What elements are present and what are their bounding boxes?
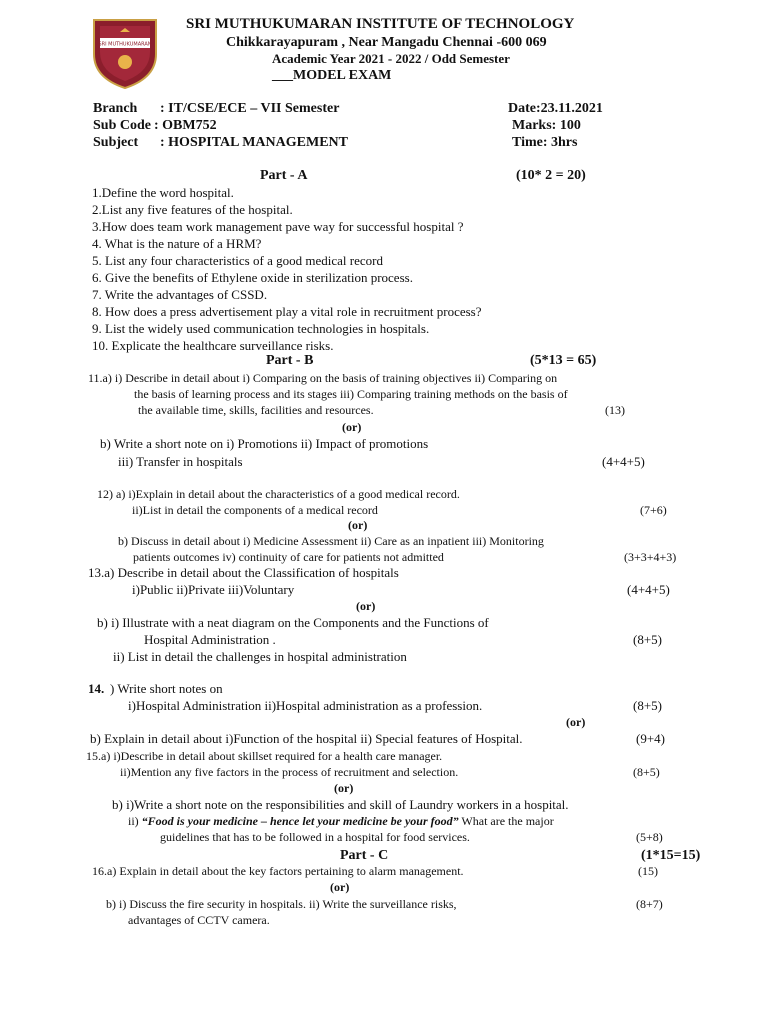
exam-title: ___MODEL EXAM [272,68,392,83]
q13a-marks: (4+4+5) [627,582,670,597]
part-a-question: 7. Write the advantages of CSSD. [92,287,268,302]
q11b-marks: (4+4+5) [602,454,645,469]
q15a-line2: ii)Mention any five factors in the process of recruitment and selection. [120,765,459,779]
q14-marks: (8+5) [633,698,662,713]
part-a-question: 9. List the widely used communication technologies in hospitals. [92,321,430,336]
exam-marks: Marks: 100 [512,118,581,133]
institute-logo [90,14,160,90]
q11a-marks: (13) [605,403,625,417]
part-a-question: 1.Define the word hospital. [92,185,234,200]
or-separator: (or) [356,599,376,613]
exam-time: Time: 3hrs [512,135,578,150]
part-b-title: Part - B [266,353,314,368]
q15a-line1: 15.a) i)Describe in detail about skillset required for a health care manager. [86,749,443,763]
part-a-marks: (10* 2 = 20) [516,168,586,183]
exam-date: Date:23.11.2021 [508,101,603,116]
q15b-line2-prefix: ii) [128,814,142,828]
part-a-question: 8. How does a press advertisement play a vital role in recruitment process? [92,304,482,319]
part-a-question: 2.List any five features of the hospital. [92,202,293,217]
q15b-line2-suffix: What are the major [458,814,554,828]
q15b-marks: (5+8) [636,830,663,844]
q12b-line2: patients outcomes iv) continuity of care for patients not admitted [133,550,444,564]
q12a-line1: 12) a) i)Explain in detail about the characteristics of a good medical record. [97,487,460,501]
q16b-line1: b) i) Discuss the fire security in hospitals. ii) Write the surveillance risks, [106,897,457,911]
q15b-line3: guidelines that has to be followed in a hospital for food services. [160,830,470,844]
or-separator: (or) [342,420,362,434]
q13b-line1: b) i) Illustrate with a neat diagram on the Components and the Functions of [97,615,489,630]
q14b-marks: (9+4) [636,731,665,746]
part-a-question: 10. Explicate the healthcare surveillance risks. [92,338,334,353]
q16b-marks: (8+7) [636,897,663,911]
q14-number: 14. [88,681,105,696]
part-a-question: 3.How does team work management pave way for successful hospital ? [92,219,464,234]
q11b-line2: iii) Transfer in hospitals [118,454,243,469]
or-separator: (or) [334,781,354,795]
institute-name: SRI MUTHUKUMARAN INSTITUTE OF TECHNOLOGY [186,16,575,32]
q13b-line3: ii) List in detail the challenges in hospital administration [113,649,407,664]
q16a-line: 16.a) Explain in detail about the key factors pertaining to alarm management. [92,864,464,878]
or-separator: (or) [566,715,586,729]
q16a-marks: (15) [638,864,658,878]
q15b-line1: b) i)Write a short note on the responsibilities and skill of Laundry workers in a hospital. [112,797,569,812]
part-b-marks: (5*13 = 65) [530,353,597,368]
part-a-question: 4. What is the nature of a HRM? [92,236,262,251]
q12b-marks: (3+3+4+3) [624,550,677,564]
q11b-line1: b) Write a short note on i) Promotions ii) Impact of promotions [100,436,429,451]
part-a-question: 6. Give the benefits of Ethylene oxide in sterilization process. [92,270,413,285]
part-c-marks: (1*15=15) [641,848,701,863]
part-a-title: Part - A [260,168,308,183]
q12b-line1: b) Discuss in detail about i) Medicine Assessment ii) Care as an inpatient iii) Monitoring [118,534,544,548]
food-quote: “Food is your medicine – hence let your medicine be your food” [141,814,459,828]
q14-line1: ) Write short notes on [110,681,223,696]
q12a-marks: (7+6) [640,503,667,517]
q13a-line1: 13.a) Describe in detail about the Classification of hospitals [88,565,399,580]
branch-label: Branch [93,101,138,116]
academic-year: Academic Year 2021 - 2022 / Odd Semester [272,51,510,66]
q15b-line2 [128,814,554,829]
q14-line2: i)Hospital Administration ii)Hospital administration as a profession. [128,698,483,713]
q13b-line2: Hospital Administration . [144,632,276,647]
subject-label: Subject [93,135,139,150]
q14b-line1: b) Explain in detail about i)Function of the hospital ii) Special features of Hospital. [90,731,523,746]
q11a-line2: the basis of learning process and its stages iii) Comparing training methods on the basis of [134,387,568,401]
q13b-marks: (8+5) [633,632,662,647]
svg-text:SRI MUTHUKUMARAN: SRI MUTHUKUMARAN [98,41,152,48]
subject-value: : HOSPITAL MANAGEMENT [160,135,348,150]
q15a-marks: (8+5) [633,765,660,779]
part-a-question: 5. List any four characteristics of a good medical record [92,253,383,268]
q16b-line2: advantages of CCTV camera. [128,913,270,927]
q11a-line1: 11.a) i) Describe in detail about i) Comparing on the basis of training objectives ii) Comparing on [88,371,558,385]
branch-value: : IT/CSE/ECE – VII Semester [160,101,340,116]
subcode-value: : OBM752 [154,118,217,133]
q12a-line2: ii)List in detail the components of a medical record [132,503,378,517]
institute-address: Chikkarayapuram , Near Mangadu Chennai -600 069 [226,35,547,50]
or-separator: (or) [348,518,368,532]
q13a-line2: i)Public ii)Private iii)Voluntary [132,582,295,597]
subcode-label: Sub Code [93,118,151,133]
part-c-title: Part - C [340,848,389,863]
q11a-line3: the available time, skills, facilities and resources. [138,403,374,417]
or-separator: (or) [330,880,350,894]
